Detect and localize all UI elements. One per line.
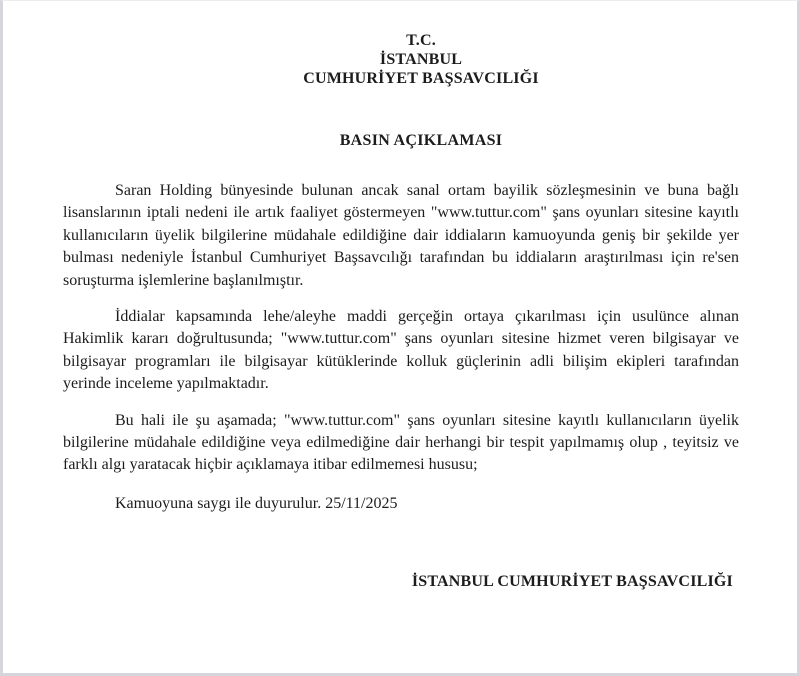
signature-block: İSTANBUL CUMHURİYET BAŞSAVCILIĞI (411, 573, 733, 591)
letterhead-line-office: CUMHURİYET BAŞSAVCILIĞI (303, 70, 539, 87)
closing-line: Kamuoyuna saygı ile duyurulur. 25/11/2025 (115, 494, 398, 512)
paragraph-3: Bu hali ile şu aşamada; "www.tuttur.com" şans oyunları sitesine kayıtlı kullanıcıların üyelik bilgilerine müdahale edildiğine veya edilmediğine dair herhangi bir tespit yapılmamış olup , teyitsiz ve farklı algı yaratacak hiçbir açıklamaya itibar edilmemesi hususu; (63, 411, 739, 474)
body-text (63, 180, 739, 477)
paragraph-1: Saran Holding bünyesinde bulunan ancak sanal ortam bayilik sözleşmesinin ve buna bağlı lisanslarının iptali nedeni ile artık faaliyet göstermeyen "www.tuttur.com" şans oyunları sitesine kayıtlı kullanıcıların üyelik bilgilerine müdahale edildiğine dair iddiaların kamuoyunda geniş bir şekilde yer bulması nedeniyle İstanbul Cumhuriyet Başsavcılığı tarafından bu iddiaların araştırılması için re'sen soruşturma işlemlerine başlanılmıştır. (63, 182, 739, 289)
letterhead (103, 31, 739, 88)
paragraph-2: İddialar kapsamında lehe/aleyhe maddi gerçeğin ortaya çıkarılması için usulünce alınan Hakimlik kararı doğrultusunda; "www.tuttur.com" şans oyunları sitesine hizmet veren bilgisayar ve bilgisayar programları ile bilgisayar kütüklerinde kolluk güçlerinin adli bilişim ekipleri tarafından yerinde inceleme yapılmaktadır. (63, 308, 739, 393)
press-release-title: BASIN AÇIKLAMASI (339, 132, 503, 149)
letterhead-line-city: İSTANBUL (379, 51, 463, 68)
document-content (3, 1, 797, 673)
letterhead-line-tc: T.C. (406, 32, 436, 49)
